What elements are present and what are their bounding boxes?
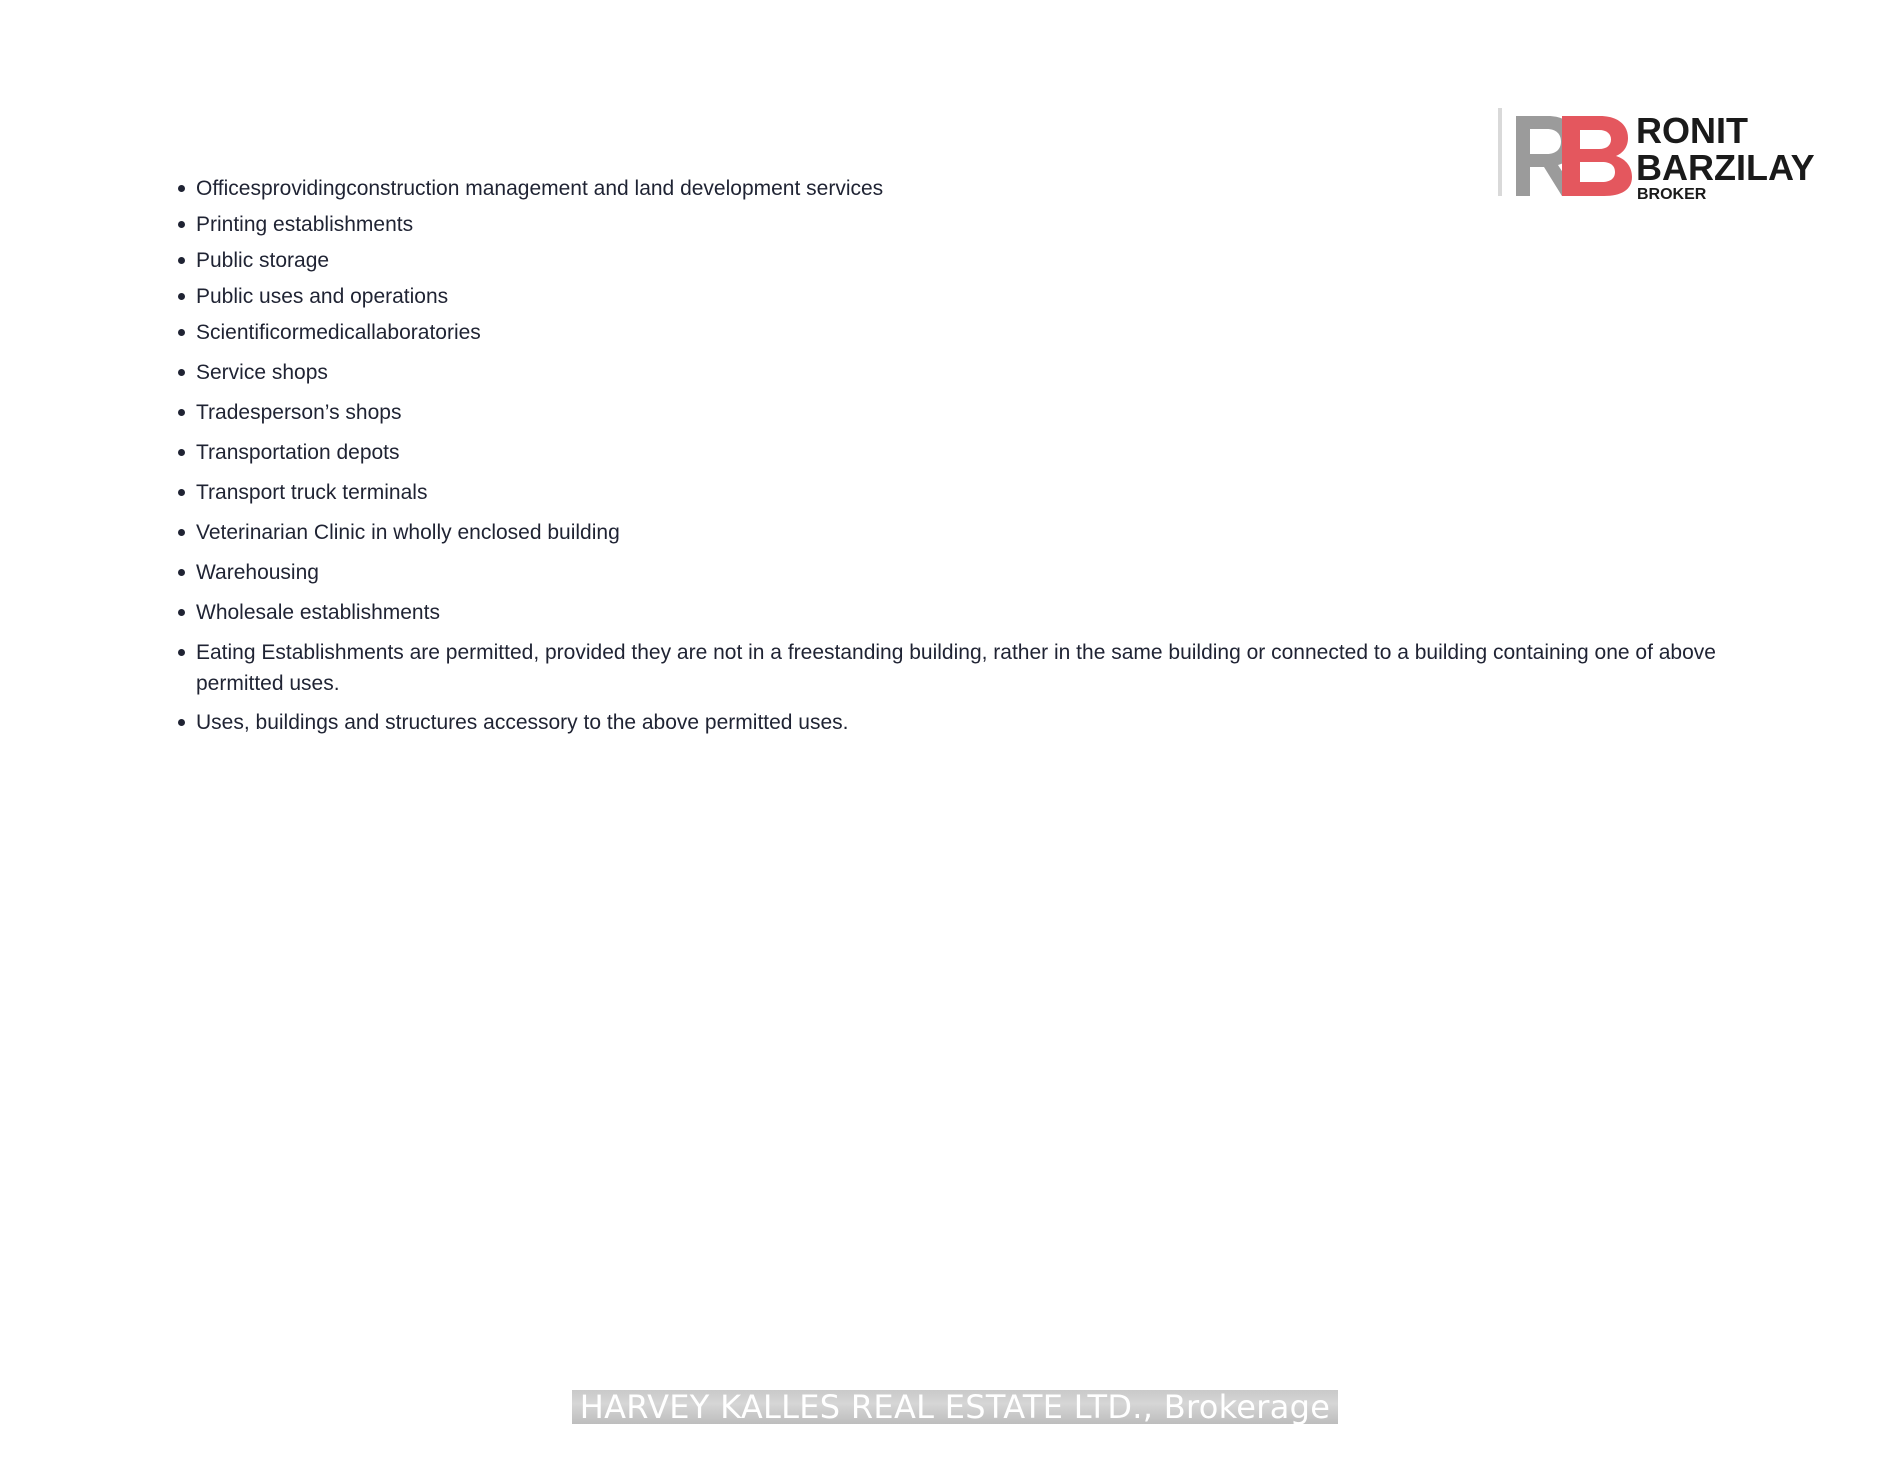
list-item [178,597,1738,628]
list-item-text: Public storage [196,249,330,272]
list-item [178,209,1738,240]
list-item [178,517,1738,548]
list-item-text: Public uses and operations [196,285,449,308]
list-item [178,317,1738,348]
list-item-text: Eating Establishments are permitted, provided they are not in a freestanding building, rather in the same building or connected to a building containing one of above permitted uses. [196,641,1716,695]
brokerage-footer: HARVEY KALLES REAL ESTATE LTD., Brokerage [579,1388,1331,1426]
list-item-text: Tradesperson’s shops [196,401,402,424]
list-item [178,437,1738,468]
list-item-text: Scientificormedicallaboratories [196,321,481,344]
list-item [178,173,1738,204]
list-item-text: Warehousing [196,561,319,584]
list-item-text: Service shops [196,361,328,384]
list-item [178,397,1738,428]
list-item [178,281,1738,312]
list-item-text: Veterinarian Clinic in wholly enclosed building [196,521,620,544]
list-item-text: Uses, buildings and structures accessory to the above permitted uses. [196,711,849,734]
logo-title: BROKER [1637,186,1707,202]
permitted-uses-list [178,173,1738,743]
list-item-text: Officesprovidingconstruction management and land development services [196,177,884,200]
logo-name-line2: BARZILAY [1636,147,1815,188]
list-item [178,477,1738,508]
list-item [178,557,1738,588]
list-item-text: Transportation depots [196,441,400,464]
list-item [178,357,1738,388]
list-item-text: Printing establishments [196,213,414,236]
list-item-text: Transport truck terminals [196,481,428,504]
list-item [178,245,1738,276]
list-item [178,707,1738,738]
logo-name-line1: RONIT [1636,110,1748,151]
list-item [178,637,1738,699]
list-item-text: Wholesale establishments [196,601,440,624]
